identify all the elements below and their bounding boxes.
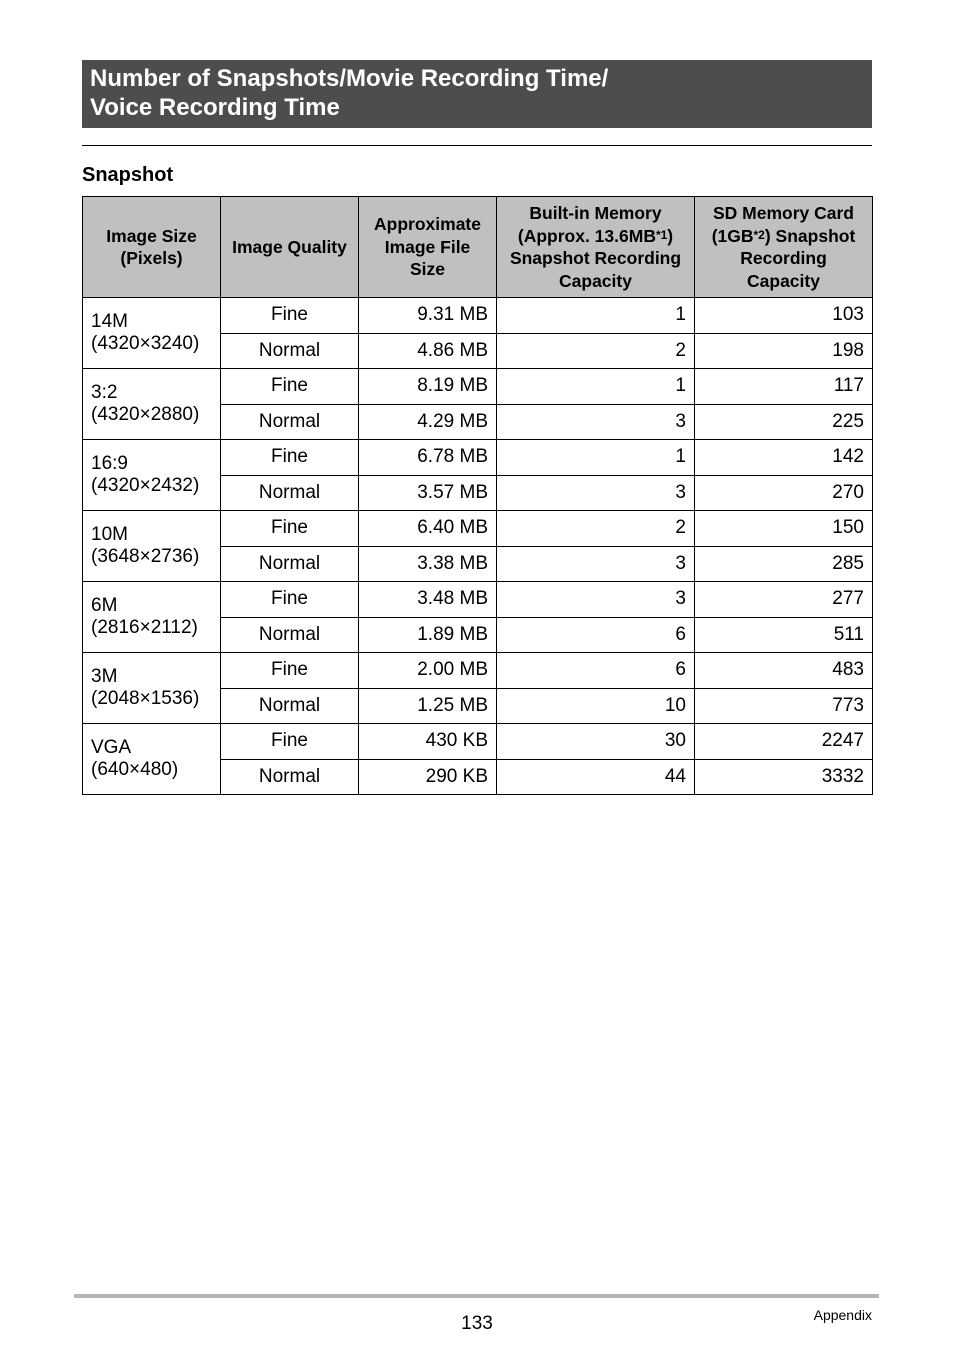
image-size-label: 3M <box>91 666 118 687</box>
image-size-cell <box>83 511 221 582</box>
page-title-line-2: Voice Recording Time <box>90 94 340 121</box>
section-heading: Snapshot <box>82 164 174 186</box>
file-size-cell: 4.86 MB <box>359 333 497 369</box>
sd-capacity-cell: 511 <box>695 617 873 653</box>
sd-capacity-cell: 285 <box>695 546 873 582</box>
sd-capacity-cell: 142 <box>695 440 873 476</box>
builtin-capacity-cell: 3 <box>497 582 695 618</box>
sd-capacity-cell: 2247 <box>695 724 873 760</box>
sd-capacity-cell: 270 <box>695 475 873 511</box>
column-header-builtin-memory: Built-in Memory (Approx. 13.6MB$^{*1}$) Snapshot Recording Capacity <box>497 197 695 298</box>
image-quality-cell: Normal <box>221 546 359 582</box>
footer-section-label: Appendix <box>813 1307 872 1323</box>
table-row <box>83 298 873 334</box>
file-size-cell: 290 KB <box>359 759 497 795</box>
image-size-label: 14M <box>91 311 128 332</box>
column-header-image-size: Image Size (Pixels) <box>83 197 221 298</box>
file-size-cell: 6.40 MB <box>359 511 497 547</box>
footnote-marker: *1 <box>655 227 668 242</box>
image-pixels-label: (4320×2432) <box>91 475 200 496</box>
file-size-cell: 3.48 MB <box>359 582 497 618</box>
image-quality-cell: Normal <box>221 759 359 795</box>
table-row <box>83 582 873 618</box>
footnote-marker: *2 <box>753 227 765 242</box>
image-pixels-label: (4320×2880) <box>91 404 200 425</box>
file-size-cell: 1.25 MB <box>359 688 497 724</box>
table-row <box>83 369 873 405</box>
builtin-capacity-cell: 44 <box>497 759 695 795</box>
sd-capacity-cell: 103 <box>695 298 873 334</box>
builtin-capacity-cell: 3 <box>497 546 695 582</box>
image-size-label: 6M <box>91 595 118 616</box>
image-quality-cell: Fine <box>221 440 359 476</box>
image-size-label: VGA <box>91 737 132 758</box>
builtin-capacity-cell: 6 <box>497 653 695 689</box>
sd-capacity-cell: 225 <box>695 404 873 440</box>
image-quality-cell: Normal <box>221 475 359 511</box>
image-size-cell <box>83 298 221 369</box>
image-quality-cell: Fine <box>221 511 359 547</box>
table-row <box>83 724 873 760</box>
column-header-file-size: Approximate Image File Size <box>359 197 497 298</box>
file-size-cell: 4.29 MB <box>359 404 497 440</box>
image-pixels-label: (2816×2112) <box>91 617 198 638</box>
page-title-bar <box>82 60 872 128</box>
image-size-cell <box>83 724 221 795</box>
image-size-cell <box>83 369 221 440</box>
file-size-cell: 430 KB <box>359 724 497 760</box>
image-size-label: 10M <box>91 524 128 545</box>
title-divider <box>82 145 872 146</box>
image-quality-cell: Fine <box>221 724 359 760</box>
table-row <box>83 440 873 476</box>
sd-capacity-cell: 198 <box>695 333 873 369</box>
builtin-capacity-cell: 6 <box>497 617 695 653</box>
builtin-capacity-cell: 3 <box>497 404 695 440</box>
image-pixels-label: (4320×3240) <box>91 333 200 354</box>
file-size-cell: 3.38 MB <box>359 546 497 582</box>
sd-capacity-cell: 117 <box>695 369 873 405</box>
footer-divider <box>74 1294 879 1298</box>
builtin-capacity-cell: 1 <box>497 369 695 405</box>
builtin-capacity-cell: 30 <box>497 724 695 760</box>
image-quality-cell: Fine <box>221 369 359 405</box>
file-size-cell: 1.89 MB <box>359 617 497 653</box>
image-pixels-label: (640×480) <box>91 759 179 780</box>
sd-capacity-cell: 3332 <box>695 759 873 795</box>
table-row <box>83 511 873 547</box>
table-header-row <box>83 197 873 298</box>
image-quality-cell: Normal <box>221 404 359 440</box>
image-quality-cell: Normal <box>221 333 359 369</box>
image-size-cell <box>83 653 221 724</box>
builtin-capacity-cell: 3 <box>497 475 695 511</box>
sd-capacity-cell: 773 <box>695 688 873 724</box>
image-quality-cell: Fine <box>221 298 359 334</box>
file-size-cell: 8.19 MB <box>359 369 497 405</box>
snapshot-capacity-table <box>82 196 873 795</box>
image-size-cell <box>83 440 221 511</box>
image-size-label: 3:2 <box>91 382 118 403</box>
image-size-label: 16:9 <box>91 453 128 474</box>
sd-capacity-cell: 150 <box>695 511 873 547</box>
builtin-capacity-cell: 2 <box>497 511 695 547</box>
builtin-capacity-cell: 10 <box>497 688 695 724</box>
table-body <box>83 298 873 795</box>
image-quality-cell: Fine <box>221 653 359 689</box>
file-size-cell: 2.00 MB <box>359 653 497 689</box>
sd-capacity-cell: 277 <box>695 582 873 618</box>
image-quality-cell: Fine <box>221 582 359 618</box>
image-size-cell <box>83 582 221 653</box>
table-row <box>83 653 873 689</box>
image-quality-cell: Normal <box>221 617 359 653</box>
column-header-image-quality: Image Quality <box>221 197 359 298</box>
page-number: 133 <box>461 1313 493 1334</box>
builtin-capacity-cell: 2 <box>497 333 695 369</box>
file-size-cell: 9.31 MB <box>359 298 497 334</box>
image-pixels-label: (2048×1536) <box>91 688 200 709</box>
file-size-cell: 6.78 MB <box>359 440 497 476</box>
file-size-cell: 3.57 MB <box>359 475 497 511</box>
column-header-sd-card: SD Memory Card (1GB$^{*2}$) Snapshot Recording Capacity <box>695 197 873 298</box>
builtin-capacity-cell: 1 <box>497 440 695 476</box>
image-quality-cell: Normal <box>221 688 359 724</box>
page-title-line-1: Number of Snapshots/Movie Recording Time/ <box>90 65 609 92</box>
sd-capacity-cell: 483 <box>695 653 873 689</box>
builtin-capacity-cell: 1 <box>497 298 695 334</box>
image-pixels-label: (3648×2736) <box>91 546 200 567</box>
